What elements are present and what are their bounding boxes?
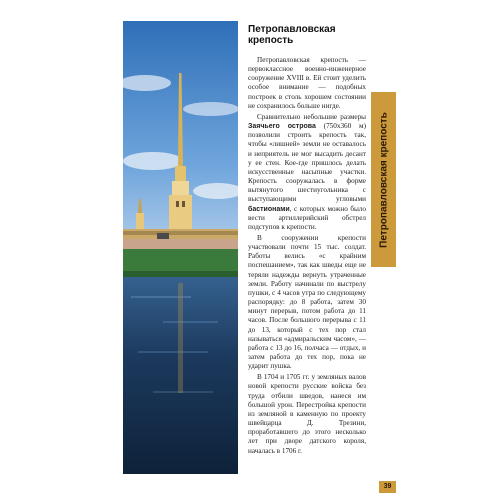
term-zayachiy-ostrov: Заячьего острова [248, 123, 316, 131]
chapter-side-tab-label: Петропавловская крепость [378, 111, 389, 248]
p2-text-e: , с которых можно было вести артиллерийский обстрел подступов к крепости. [248, 204, 366, 231]
article-title: Петропавловская крепость [248, 24, 336, 46]
paragraph-history: В 1704 и 1705 гг. у земляных валов новой крепости русские войска без труда отбили шведов, нанеся им большой урон. Перестройка крепости из земляной в каменную по проекту швейцарца Д. Трезини, проработавшего до этого несколько лет при дворе датского короля, началась в 1706 г. [248, 373, 366, 455]
p2-text-c: (750х360 м) позволили строить крепость так, чтобы «лишней» земли не оставалось и неприятель не мог высадить десант у ее стен. Кое-где пришлось делать искусственные насыпные участки. Крепость сооружалась в форме вытянутого шестиугольника с выступающими угловыми [248, 122, 366, 204]
fortress-photo [123, 21, 238, 474]
article-body [248, 56, 366, 458]
paragraph-intro: Петропавловская крепость — первоклассное военно-инженерное сооружение XVIII в. Ей стоит уделить особое внимание — подобных построек в столь хорошем состоянии не сохранилось больше нигде. [248, 56, 366, 110]
page-number: 39 [379, 481, 396, 493]
paragraph-construction: В сооружении крепости участвовали почти 15 тыс. солдат. Работы велись «с крайним поспешанием», так как шведы еще не теряли надежды вернуть утраченные земли. Работу начинали по выстрелу пушки, с 4 часов утра по следующему распорядку: до 8 работа, затем 30 минут перерыв, потом работа до 11 часов. После большого перерыва с 11 до 13, который с тех пор стал называться «адмиральским часом», — работа с 13 до 16, полчаса — отдых, и затем работа до тех пор, пока не ударит пушка. [248, 233, 366, 371]
p2-text-a: Сравнительно небольшие размеры [257, 112, 366, 121]
fortress-photo-illustration [123, 21, 238, 474]
chapter-side-tab [371, 92, 396, 267]
term-bastions: бастионами [248, 205, 290, 213]
paragraph-zayachiy-island [248, 113, 366, 232]
